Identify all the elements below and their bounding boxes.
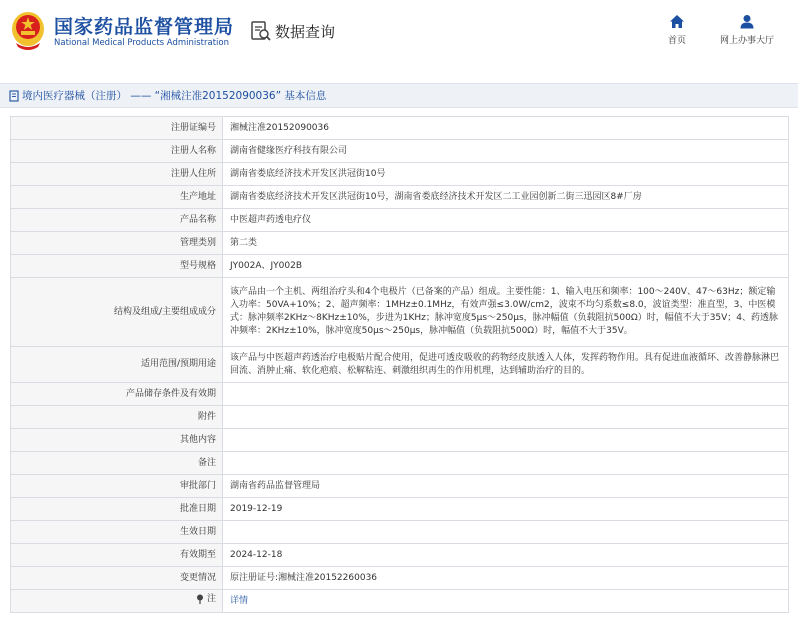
row-label: 产品名称 — [11, 209, 223, 232]
search-document-icon — [250, 20, 272, 42]
breadcrumb-text: 境内医疗器械（注册） —— “湘械注准20152090036” 基本信息 — [22, 90, 327, 102]
table-row — [11, 186, 789, 209]
note-value-cell — [223, 590, 789, 613]
row-label: 生效日期 — [11, 521, 223, 544]
row-value: 2024-12-18 — [223, 544, 789, 567]
table-row — [11, 406, 789, 429]
nav-home[interactable] — [659, 14, 695, 46]
breadcrumb — [0, 83, 798, 108]
row-value: 第二类 — [223, 232, 789, 255]
row-value: JY002A、JY002B — [223, 255, 789, 278]
row-value: 湖南省娄底经济技术开发区洪冠街10号，湖南省娄底经济技术开发区二工业园创新二街三迅园区8#厂房 — [223, 186, 789, 209]
nav-home-label: 首页 — [667, 36, 686, 46]
registration-detail-table — [10, 116, 789, 613]
row-label: 生产地址 — [11, 186, 223, 209]
row-label: 适用范围/预期用途 — [11, 347, 223, 383]
table-row — [11, 278, 789, 347]
table-row — [11, 567, 789, 590]
table-row — [11, 429, 789, 452]
table-row — [11, 452, 789, 475]
row-label: 结构及组成/主要组成成分 — [11, 278, 223, 347]
national-emblem-icon — [10, 9, 46, 51]
table-row — [11, 347, 789, 383]
row-label: 有效期至 — [11, 544, 223, 567]
row-label: 其他内容 — [11, 429, 223, 452]
table-row — [11, 117, 789, 140]
row-value — [223, 521, 789, 544]
details-link[interactable]: 详情 — [230, 595, 249, 606]
row-label: 变更情况 — [11, 567, 223, 590]
user-icon — [739, 14, 755, 29]
row-value: 湘械注准20152090036 — [223, 117, 789, 140]
row-value — [223, 383, 789, 406]
row-label: 备注 — [11, 452, 223, 475]
row-value: 该产品与中医超声药透治疗电极贴片配合使用，促进可透皮吸收的药物经皮肤透入人体，发挥药物作用。具有促进血液循环、改善静脉淋巴回流、消肿止痛、软化疤痕、松解粘连、刺激组织再生的作用机理，达到辅助治疗的目的。 — [223, 347, 789, 383]
table-row — [11, 498, 789, 521]
pin-icon — [196, 594, 204, 604]
row-value — [223, 452, 789, 475]
row-value — [223, 406, 789, 429]
table-row-note — [11, 590, 789, 613]
document-icon — [8, 90, 20, 102]
row-label: 管理类别 — [11, 232, 223, 255]
site-header — [0, 0, 798, 68]
table-row — [11, 209, 789, 232]
row-value: 该产品由一个主机、两组治疗头和4个电极片（已备案的产品）组成。主要性能：1、输入电压和频率：100～240V、47～63Hz；额定输入功率：50VA+10%；2、超声频率：1MHz±0.1MHz，有效声强≤3.0W/cm2，波束不均匀系数≤8.0，波谊类型：准直型，3、中医模式：脉冲频率2KHz～8KHz±10%，步进为1KHz；脉冲宽度5μs～250μs，脉冲幅值（负载阻抗500Ω）时，幅值不大于35V；4、药透脉冲频率：2KHz±10%，脉冲宽度50μs～250μs，脉冲幅值（负载阻抗500Ω）时，幅值不大于35V。 — [223, 278, 789, 347]
data-query-link[interactable] — [250, 20, 335, 42]
note-label-cell — [11, 590, 223, 613]
table-row — [11, 544, 789, 567]
row-value: 中医超声药透电疗仪 — [223, 209, 789, 232]
row-label: 批准日期 — [11, 498, 223, 521]
row-label: 注册人名称 — [11, 140, 223, 163]
row-value — [223, 429, 789, 452]
org-name-cn: 国家药品监督管理局 — [54, 16, 235, 38]
row-value: 2019-12-19 — [223, 498, 789, 521]
table-row — [11, 521, 789, 544]
row-value: 原注册证号:湘械注准20152260036 — [223, 567, 789, 590]
row-value: 湖南省娄底经济技术开发区洪冠街10号 — [223, 163, 789, 186]
row-label: 附件 — [11, 406, 223, 429]
row-value: 湖南省药品监督管理局 — [223, 475, 789, 498]
table-row — [11, 140, 789, 163]
row-value: 湖南省健缘医疗科技有限公司 — [223, 140, 789, 163]
row-label: 注册人住所 — [11, 163, 223, 186]
note-label: 注 — [206, 593, 216, 604]
home-icon — [669, 14, 685, 29]
row-label: 产品储存条件及有效期 — [11, 383, 223, 406]
data-query-label: 数据查询 — [275, 22, 336, 41]
table-row — [11, 475, 789, 498]
table-row — [11, 232, 789, 255]
table-row — [11, 163, 789, 186]
row-label: 审批部门 — [11, 475, 223, 498]
nav-online-hall-label: 网上办事大厅 — [719, 36, 774, 46]
nav-online-hall[interactable] — [712, 14, 782, 46]
table-row — [11, 383, 789, 406]
row-label: 注册证编号 — [11, 117, 223, 140]
org-name-en: National Medical Products Administration — [54, 38, 229, 48]
table-row — [11, 255, 789, 278]
row-label: 型号规格 — [11, 255, 223, 278]
